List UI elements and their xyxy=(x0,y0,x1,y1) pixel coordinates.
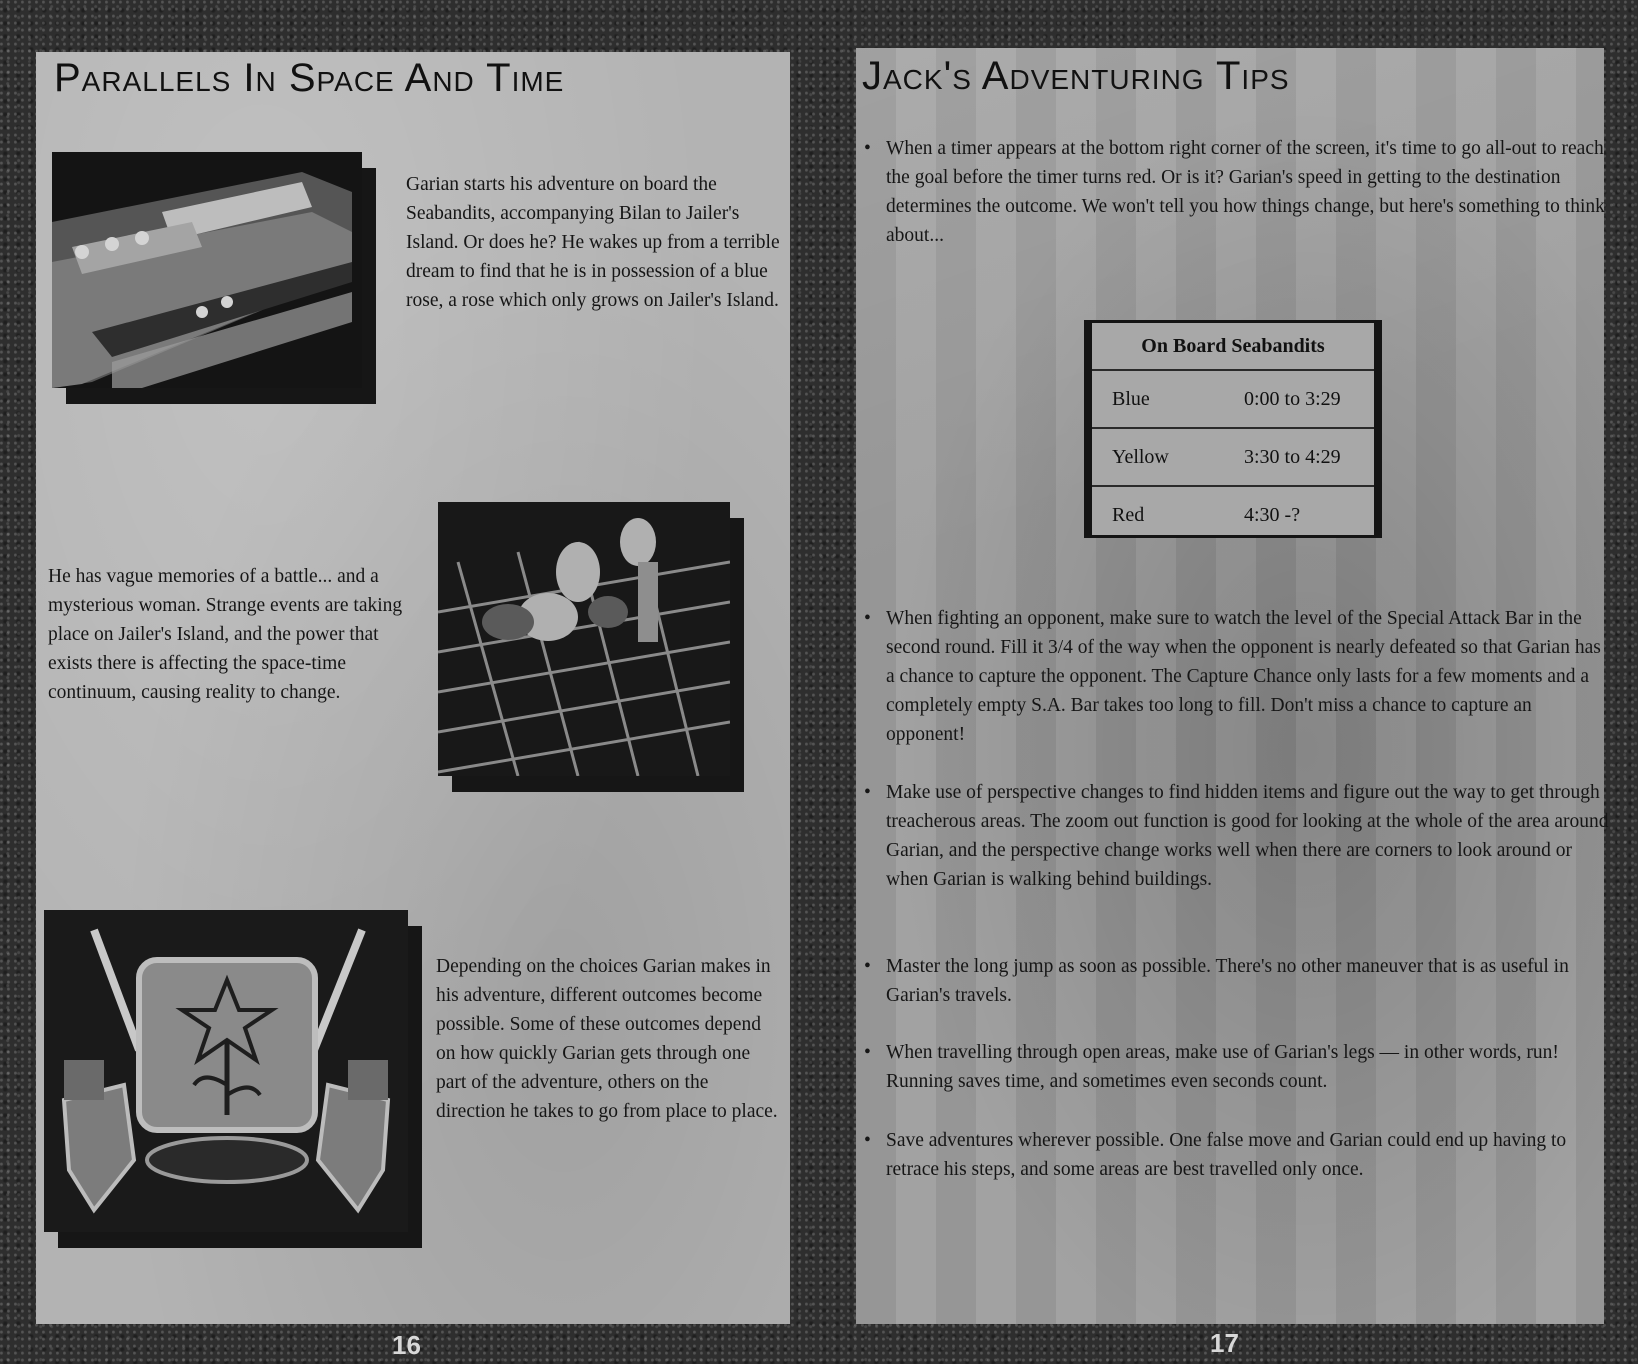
timer-row xyxy=(1092,487,1374,543)
timer-row xyxy=(1092,371,1374,429)
tip-running: • When travelling through open areas, make use of Garian's legs — in other words, run! Running saves time, and sometimes even seconds count. xyxy=(864,1038,1612,1096)
timer-row-range: 4:30 -? xyxy=(1244,504,1301,526)
outcomes-paragraph: Depending on the choices Garian makes in his adventure, different outcomes become possible. Some of these outcomes depend on how quickly Garian gets through one part of the adventure, others on the direction he takes to go from place to place. xyxy=(436,956,778,1122)
intro-paragraph: Garian starts his adventure on board the Seabandits, accompanying Bilan to Jailer's Island. Or does he? He wakes up from a terrible dream to find that he is in possession of a blue rose, a rose which only grows on Jailer's Island. xyxy=(406,174,780,311)
tip-save: • Save adventures wherever possible. One false move and Garian could end up having to retrace his steps, and some areas are best travelled only once. xyxy=(864,1126,1612,1184)
left-page-number: 16 xyxy=(392,1330,421,1360)
tip-timer: • When a timer appears at the bottom right corner of the screen, it's time to go all-out to reach the goal before the timer turns red. Or is it? Garian's speed in getting to the destination determines the outcome. We won't tell you how things change, but here's something to think about... xyxy=(864,134,1612,250)
timer-row xyxy=(1092,429,1374,487)
ship-screenshot-image xyxy=(52,152,362,388)
right-page-heading: Jack's Adventuring Tips xyxy=(862,54,1290,98)
timer-row-range: 0:00 to 3:29 xyxy=(1244,388,1341,410)
timer-table xyxy=(1084,320,1382,538)
rose-crest-screenshot-image xyxy=(44,910,408,1232)
tip-perspective: • Make use of perspective changes to find hidden items and figure out the way to get through treacherous areas. The zoom out function is good for looking at the whole of the area around Garian, and the perspective change works well when there are corners to look around or when Garian is walking behind buildings. xyxy=(864,778,1612,894)
battle-screenshot-image xyxy=(438,502,730,776)
timer-table-title: On Board Seabandits xyxy=(1092,323,1374,371)
timer-row-color: Blue xyxy=(1112,388,1150,410)
left-page-heading: Parallels In Space And Time xyxy=(54,56,565,100)
timer-row-color: Red xyxy=(1112,504,1145,526)
tip-special-attack: • When fighting an opponent, make sure to watch the level of the Special Attack Bar in the second round. Fill it 3/4 of the way when the opponent is nearly defeated so that Garian has a chance to capture the opponent. The Capture Chance only lasts for a few moments and a completely empty S.A. Bar takes too long to fill. Don't miss a chance to capture an opponent! xyxy=(864,604,1612,749)
timer-row-color: Yellow xyxy=(1112,446,1169,468)
timer-row-range: 3:30 to 4:29 xyxy=(1244,446,1341,468)
right-page-number: 17 xyxy=(1210,1328,1239,1358)
memories-paragraph: He has vague memories of a battle... and a mysterious woman. Strange events are taking place on Jailer's Island, and the power that exists there is affecting the space-time continuum, causing reality to change. xyxy=(48,566,403,703)
tip-long-jump: • Master the long jump as soon as possible. There's no other maneuver that is as useful in Garian's travels. xyxy=(864,952,1612,1010)
